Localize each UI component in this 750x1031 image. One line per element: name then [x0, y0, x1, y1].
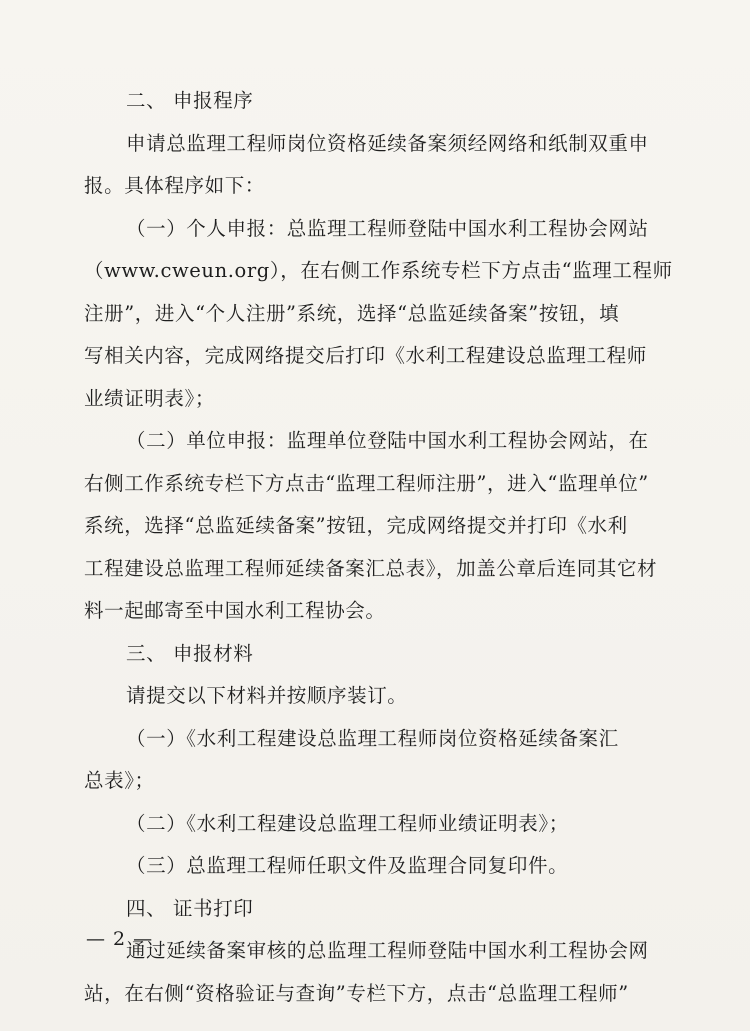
paragraph-line: 总表》； — [84, 769, 155, 792]
paragraph-line: 通过延续备案审核的总监理工程师登陆中国水利工程协会网 — [126, 939, 649, 962]
document-body — [84, 80, 673, 1015]
paragraph-line: 申请总监理工程师岗位资格延续备案须经网络和纸制双重申 — [126, 131, 649, 155]
section-heading: 四、 证书打印 — [126, 896, 254, 920]
paragraph-line: 业绩证明表》； — [84, 386, 215, 410]
page-number: — 2 — — [86, 928, 154, 950]
paragraph-line: 系统，选择“总监延续备案”按钮，完成网络提交并打印《水利 — [84, 514, 628, 537]
paragraph-line: （一）《水利工程建设总监理工程师岗位资格延续备案汇 — [126, 726, 619, 750]
paragraph-line: 工程建设总监理工程师延续备案汇总表》，加盖公章后连同其它材 — [84, 556, 658, 580]
paragraph-line: 报。具体程序如下： — [84, 174, 265, 197]
paragraph-line: （一）个人申报：总监理工程师登陆中国水利工程协会网站 — [126, 216, 649, 240]
paragraph-line: 站，在右侧“资格验证与查询”专栏下方，点击“总监理工程师” — [84, 981, 629, 1005]
section-heading: 二、 申报程序 — [126, 89, 254, 112]
paragraph-line: 右侧工作系统专栏下方点击“监理工程师注册”，进入“监理单位” — [84, 471, 649, 495]
paragraph-line: 料一起邮寄至中国水利工程协会。 — [84, 599, 386, 622]
paragraph-line: 写相关内容，完成网络提交后打印《水利工程建设总监理工程师 — [84, 344, 647, 367]
section-heading: 三、 申报材料 — [126, 641, 254, 665]
paragraph-line: （三）总监理工程师任职文件及监理合同复印件。 — [126, 854, 569, 877]
paragraph-line: （二）《水利工程建设总监理工程师业绩证明表》； — [126, 811, 569, 835]
paragraph-line: 请提交以下材料并按顺序装订。 — [126, 684, 408, 707]
paragraph-line: 注册”，进入“个人注册”系统，选择“总监延续备案”按钮，填 — [84, 301, 620, 325]
paragraph-line: （二）单位申报：监理单位登陆中国水利工程协会网站，在 — [126, 429, 649, 452]
paragraph-line: （www.cweun.org），在右侧工作系统专栏下方点击“监理工程师 — [84, 259, 673, 282]
